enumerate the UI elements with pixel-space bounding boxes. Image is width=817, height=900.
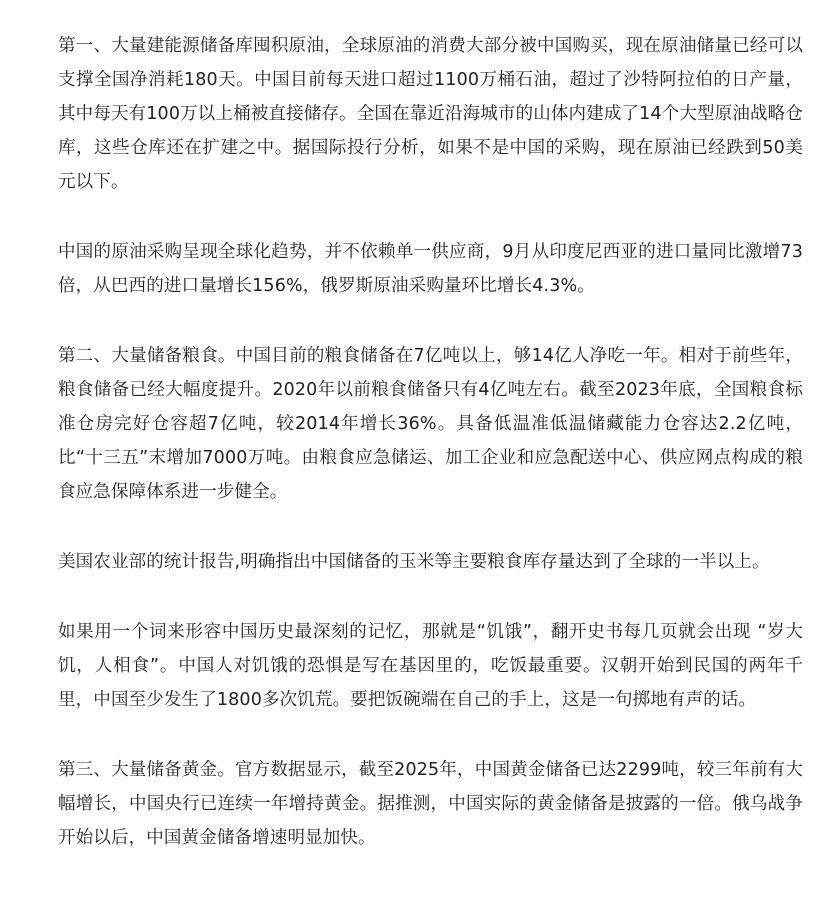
paragraph-famine-history: 如果用一个词来形容中国历史最深刻的记忆，那就是“饥饿”，翻开史书每几页就会出现 “岁大饥，人相食”。中国人对饥饿的恐惧是写在基因里的，吃饭最重要。汉朝开始到民国的两年千里，中国至少发生了1800多次饥荒。要把饭碗端在自己的手上，这是一句掷地有声的话。	[58, 622, 803, 710]
paragraph-gold-reserves: 第三、大量储备黄金。官方数据显示，截至2025年，中国黄金储备已达2299吨，较三年前有大幅增长，中国央行已连续一年增持黄金。据推测，中国实际的黄金储备是披露的一倍。俄乌战争开始以后，中国黄金储备增速明显加快。	[58, 760, 803, 848]
paragraph-crude-oil-reserves: 第一、大量建能源储备库囤积原油，全球原油的消费大部分被中国购买，现在原油储量已经可以支撑全国净消耗180天。中国目前每天进口超过1100万桶石油，超过了沙特阿拉伯的日产量，其中每天有100万以上桶被直接储存。全国在靠近沿海城市的山体内建成了14个大型原油战略仓库，这些仓库还在扩建之中。据国际投行分析，如果不是中国的采购，现在原油已经跌到50美元以下。	[58, 36, 803, 192]
paragraph-usda-report: 美国农业部的统计报告,明确指出中国储备的玉米等主要粮食库存量达到了全球的一半以上。	[58, 552, 770, 572]
paragraph-crude-oil-sourcing: 中国的原油采购呈现全球化趋势，并不依赖单一供应商，9月从印度尼西亚的进口量同比激增73倍，从巴西的进口量增长156%，俄罗斯原油采购量环比增长4.3%。	[58, 242, 803, 296]
article-body	[58, 29, 803, 855]
paragraph-grain-reserves: 第二、大量储备粮食。中国目前的粮食储备在7亿吨以上，够14亿人净吃一年。相对于前些年，粮食储备已经大幅度提升。2020年以前粮食储备只有4亿吨左右。截至2023年底，全国粮食标准仓房完好仓容超7亿吨，较2014年增长36%。具备低温准低温储藏能力仓容达2.2亿吨，比“十三五”末增加7000万吨。由粮食应急储运、加工企业和应急配送中心、供应网点构成的粮食应急保障体系进一步健全。	[58, 346, 803, 502]
